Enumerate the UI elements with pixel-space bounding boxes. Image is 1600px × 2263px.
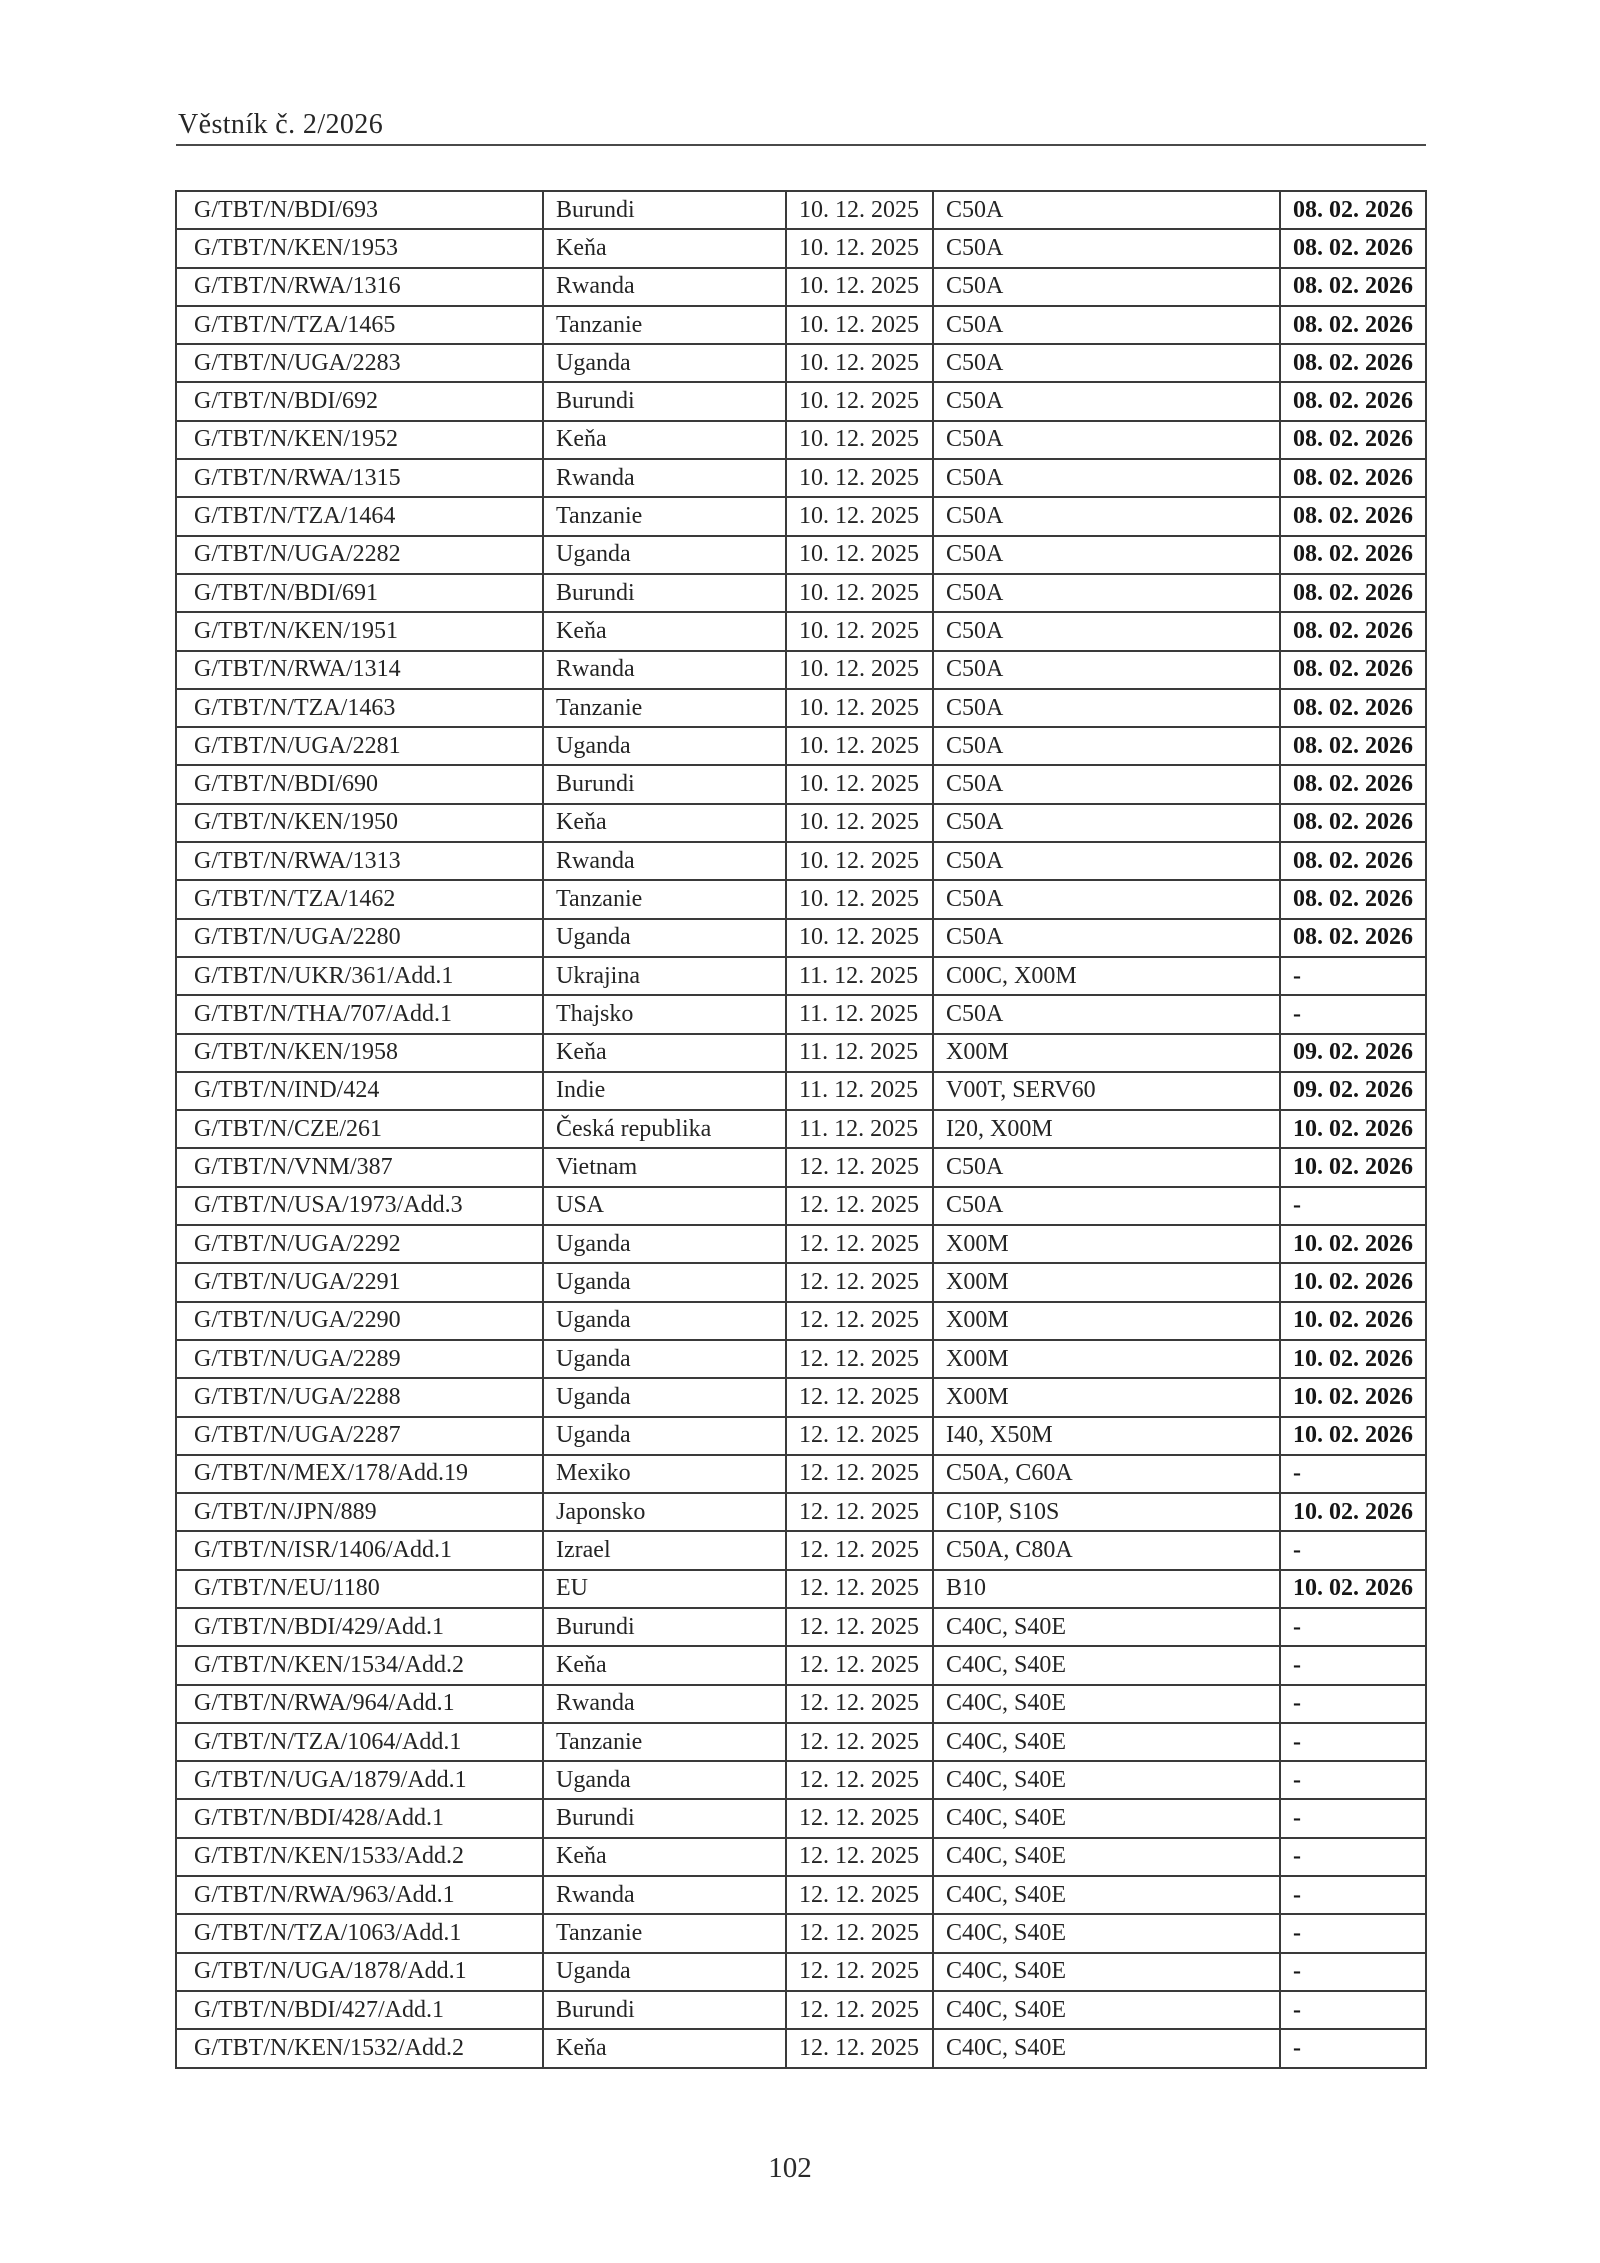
- codes-cell: V00T, SERV60: [933, 1072, 1280, 1110]
- table-row: [176, 1302, 1426, 1340]
- date-cell: 10. 12. 2025: [786, 574, 933, 612]
- date-cell: 10. 12. 2025: [786, 727, 933, 765]
- deadline-cell: 08. 02. 2026: [1280, 804, 1426, 842]
- table-row: [176, 1799, 1426, 1837]
- date-cell: 12. 12. 2025: [786, 1225, 933, 1263]
- deadline-cell: 08. 02. 2026: [1280, 421, 1426, 459]
- date-cell: 12. 12. 2025: [786, 1876, 933, 1914]
- date-cell: 10. 12. 2025: [786, 421, 933, 459]
- date-cell: 10. 12. 2025: [786, 536, 933, 574]
- notification-cell: G/TBT/N/TZA/1464: [176, 497, 543, 535]
- table-row: [176, 1378, 1426, 1416]
- notification-cell: G/TBT/N/TZA/1063/Add.1: [176, 1914, 543, 1952]
- deadline-cell: 10. 02. 2026: [1280, 1493, 1426, 1531]
- deadline-cell: -: [1280, 1723, 1426, 1761]
- country-cell: Keňa: [543, 1646, 786, 1684]
- table-row: [176, 880, 1426, 918]
- date-cell: 10. 12. 2025: [786, 344, 933, 382]
- date-cell: 12. 12. 2025: [786, 1723, 933, 1761]
- table-row: [176, 957, 1426, 995]
- country-cell: Česká republika: [543, 1110, 786, 1148]
- deadline-cell: -: [1280, 1187, 1426, 1225]
- deadline-cell: 08. 02. 2026: [1280, 880, 1426, 918]
- deadline-cell: 08. 02. 2026: [1280, 536, 1426, 574]
- date-cell: 10. 12. 2025: [786, 651, 933, 689]
- deadline-cell: -: [1280, 1761, 1426, 1799]
- date-cell: 10. 12. 2025: [786, 306, 933, 344]
- notification-cell: G/TBT/N/BDI/427/Add.1: [176, 1991, 543, 2029]
- codes-cell: C40C, S40E: [933, 2029, 1280, 2067]
- date-cell: 12. 12. 2025: [786, 1799, 933, 1837]
- deadline-cell: -: [1280, 1608, 1426, 1646]
- deadline-cell: 08. 02. 2026: [1280, 268, 1426, 306]
- date-cell: 12. 12. 2025: [786, 1187, 933, 1225]
- date-cell: 12. 12. 2025: [786, 1455, 933, 1493]
- date-cell: 12. 12. 2025: [786, 1493, 933, 1531]
- deadline-cell: 10. 02. 2026: [1280, 1570, 1426, 1608]
- codes-cell: C50A: [933, 842, 1280, 880]
- notification-cell: G/TBT/N/UGA/2292: [176, 1225, 543, 1263]
- date-cell: 12. 12. 2025: [786, 1378, 933, 1416]
- table-row: [176, 1110, 1426, 1148]
- table-row: [176, 306, 1426, 344]
- codes-cell: I20, X00M: [933, 1110, 1280, 1148]
- codes-cell: C50A: [933, 612, 1280, 650]
- deadline-cell: 10. 02. 2026: [1280, 1340, 1426, 1378]
- table-row: [176, 919, 1426, 957]
- notification-cell: G/TBT/N/THA/707/Add.1: [176, 995, 543, 1033]
- deadline-cell: -: [1280, 995, 1426, 1033]
- page-number: 102: [768, 2152, 812, 2184]
- deadline-cell: 08. 02. 2026: [1280, 612, 1426, 650]
- notification-cell: G/TBT/N/USA/1973/Add.3: [176, 1187, 543, 1225]
- notification-cell: G/TBT/N/UGA/2289: [176, 1340, 543, 1378]
- country-cell: Indie: [543, 1072, 786, 1110]
- table-row: [176, 1493, 1426, 1531]
- date-cell: 10. 12. 2025: [786, 382, 933, 420]
- codes-cell: C50A: [933, 919, 1280, 957]
- deadline-cell: -: [1280, 1991, 1426, 2029]
- deadline-cell: 10. 02. 2026: [1280, 1417, 1426, 1455]
- country-cell: Rwanda: [543, 459, 786, 497]
- country-cell: Rwanda: [543, 1876, 786, 1914]
- date-cell: 12. 12. 2025: [786, 1953, 933, 1991]
- date-cell: 11. 12. 2025: [786, 1072, 933, 1110]
- notification-cell: G/TBT/N/KEN/1958: [176, 1034, 543, 1072]
- date-cell: 12. 12. 2025: [786, 1914, 933, 1952]
- notification-cell: G/TBT/N/RWA/1314: [176, 651, 543, 689]
- country-cell: Burundi: [543, 1991, 786, 2029]
- notification-cell: G/TBT/N/UGA/2288: [176, 1378, 543, 1416]
- notification-cell: G/TBT/N/BDI/429/Add.1: [176, 1608, 543, 1646]
- table-row: [176, 612, 1426, 650]
- codes-cell: X00M: [933, 1340, 1280, 1378]
- date-cell: 12. 12. 2025: [786, 1417, 933, 1455]
- notification-cell: G/TBT/N/UGA/2283: [176, 344, 543, 382]
- country-cell: Uganda: [543, 1953, 786, 1991]
- codes-cell: X00M: [933, 1263, 1280, 1301]
- codes-cell: C50A: [933, 497, 1280, 535]
- country-cell: Tanzanie: [543, 1914, 786, 1952]
- codes-cell: C40C, S40E: [933, 1608, 1280, 1646]
- date-cell: 11. 12. 2025: [786, 995, 933, 1033]
- country-cell: Rwanda: [543, 1685, 786, 1723]
- deadline-cell: 10. 02. 2026: [1280, 1110, 1426, 1148]
- table-row: [176, 995, 1426, 1033]
- notification-cell: G/TBT/N/TZA/1462: [176, 880, 543, 918]
- deadline-cell: 08. 02. 2026: [1280, 651, 1426, 689]
- codes-cell: C40C, S40E: [933, 1646, 1280, 1684]
- deadline-cell: 10. 02. 2026: [1280, 1263, 1426, 1301]
- codes-cell: C50A: [933, 1148, 1280, 1186]
- date-cell: 10. 12. 2025: [786, 689, 933, 727]
- country-cell: Burundi: [543, 574, 786, 612]
- country-cell: Uganda: [543, 1263, 786, 1301]
- date-cell: 10. 12. 2025: [786, 919, 933, 957]
- table-row: [176, 842, 1426, 880]
- country-cell: USA: [543, 1187, 786, 1225]
- date-cell: 12. 12. 2025: [786, 1991, 933, 2029]
- deadline-cell: -: [1280, 1953, 1426, 1991]
- country-cell: Uganda: [543, 1761, 786, 1799]
- date-cell: 10. 12. 2025: [786, 268, 933, 306]
- deadline-cell: -: [1280, 1876, 1426, 1914]
- codes-cell: C50A: [933, 689, 1280, 727]
- table-row: [176, 1685, 1426, 1723]
- country-cell: Keňa: [543, 421, 786, 459]
- country-cell: Tanzanie: [543, 1723, 786, 1761]
- notification-cell: G/TBT/N/BDI/692: [176, 382, 543, 420]
- notification-cell: G/TBT/N/BDI/428/Add.1: [176, 1799, 543, 1837]
- deadline-cell: 08. 02. 2026: [1280, 727, 1426, 765]
- date-cell: 10. 12. 2025: [786, 191, 933, 229]
- country-cell: Burundi: [543, 191, 786, 229]
- notification-cell: G/TBT/N/RWA/1313: [176, 842, 543, 880]
- table-row: [176, 727, 1426, 765]
- codes-cell: C40C, S40E: [933, 1838, 1280, 1876]
- notification-cell: G/TBT/N/KEN/1533/Add.2: [176, 1838, 543, 1876]
- notification-cell: G/TBT/N/UGA/2290: [176, 1302, 543, 1340]
- country-cell: Uganda: [543, 536, 786, 574]
- table-row: [176, 1991, 1426, 2029]
- notification-cell: G/TBT/N/TZA/1064/Add.1: [176, 1723, 543, 1761]
- country-cell: Rwanda: [543, 651, 786, 689]
- table-row: [176, 1531, 1426, 1569]
- notifications-table: [175, 190, 1427, 2069]
- date-cell: 12. 12. 2025: [786, 1608, 933, 1646]
- codes-cell: C50A: [933, 306, 1280, 344]
- notification-cell: G/TBT/N/TZA/1463: [176, 689, 543, 727]
- deadline-cell: 09. 02. 2026: [1280, 1034, 1426, 1072]
- deadline-cell: 08. 02. 2026: [1280, 344, 1426, 382]
- codes-cell: C50A: [933, 421, 1280, 459]
- table-row: [176, 689, 1426, 727]
- date-cell: 10. 12. 2025: [786, 804, 933, 842]
- notification-cell: G/TBT/N/BDI/693: [176, 191, 543, 229]
- date-cell: 10. 12. 2025: [786, 880, 933, 918]
- codes-cell: C50A: [933, 229, 1280, 267]
- deadline-cell: 08. 02. 2026: [1280, 497, 1426, 535]
- notification-cell: G/TBT/N/UKR/361/Add.1: [176, 957, 543, 995]
- deadline-cell: 08. 02. 2026: [1280, 459, 1426, 497]
- country-cell: Keňa: [543, 1838, 786, 1876]
- notification-cell: G/TBT/N/RWA/1316: [176, 268, 543, 306]
- codes-cell: C40C, S40E: [933, 1953, 1280, 1991]
- country-cell: Uganda: [543, 1302, 786, 1340]
- deadline-cell: -: [1280, 2029, 1426, 2067]
- deadline-cell: -: [1280, 1914, 1426, 1952]
- date-cell: 11. 12. 2025: [786, 1034, 933, 1072]
- codes-cell: C50A: [933, 382, 1280, 420]
- codes-cell: C50A: [933, 268, 1280, 306]
- notification-cell: G/TBT/N/UGA/2281: [176, 727, 543, 765]
- country-cell: Rwanda: [543, 268, 786, 306]
- codes-cell: X00M: [933, 1302, 1280, 1340]
- table-row: [176, 804, 1426, 842]
- deadline-cell: 08. 02. 2026: [1280, 382, 1426, 420]
- notification-cell: G/TBT/N/RWA/964/Add.1: [176, 1685, 543, 1723]
- date-cell: 10. 12. 2025: [786, 612, 933, 650]
- country-cell: Uganda: [543, 1225, 786, 1263]
- notification-cell: G/TBT/N/EU/1180: [176, 1570, 543, 1608]
- deadline-cell: -: [1280, 1838, 1426, 1876]
- deadline-cell: -: [1280, 1455, 1426, 1493]
- country-cell: EU: [543, 1570, 786, 1608]
- country-cell: Uganda: [543, 1378, 786, 1416]
- country-cell: Uganda: [543, 344, 786, 382]
- date-cell: 12. 12. 2025: [786, 1685, 933, 1723]
- date-cell: 12. 12. 2025: [786, 1148, 933, 1186]
- table-row: [176, 1034, 1426, 1072]
- deadline-cell: 10. 02. 2026: [1280, 1148, 1426, 1186]
- table-row: [176, 651, 1426, 689]
- country-cell: Vietnam: [543, 1148, 786, 1186]
- codes-cell: C50A: [933, 765, 1280, 803]
- date-cell: 11. 12. 2025: [786, 957, 933, 995]
- country-cell: Keňa: [543, 229, 786, 267]
- notification-cell: G/TBT/N/CZE/261: [176, 1110, 543, 1148]
- date-cell: 12. 12. 2025: [786, 1838, 933, 1876]
- country-cell: Japonsko: [543, 1493, 786, 1531]
- table-row: [176, 1340, 1426, 1378]
- notification-cell: G/TBT/N/RWA/1315: [176, 459, 543, 497]
- notification-cell: G/TBT/N/UGA/2280: [176, 919, 543, 957]
- table-row: [176, 1761, 1426, 1799]
- codes-cell: B10: [933, 1570, 1280, 1608]
- deadline-cell: -: [1280, 957, 1426, 995]
- codes-cell: C50A: [933, 344, 1280, 382]
- notification-cell: G/TBT/N/MEX/178/Add.19: [176, 1455, 543, 1493]
- date-cell: 12. 12. 2025: [786, 1340, 933, 1378]
- table-row: [176, 268, 1426, 306]
- table-row: [176, 421, 1426, 459]
- table-row: [176, 1608, 1426, 1646]
- country-cell: Tanzanie: [543, 689, 786, 727]
- codes-cell: X00M: [933, 1225, 1280, 1263]
- table-row: [176, 1148, 1426, 1186]
- country-cell: Uganda: [543, 727, 786, 765]
- table-row: [176, 1838, 1426, 1876]
- country-cell: Mexiko: [543, 1455, 786, 1493]
- codes-cell: C50A, C60A: [933, 1455, 1280, 1493]
- notification-cell: G/TBT/N/UGA/2287: [176, 1417, 543, 1455]
- notification-cell: G/TBT/N/TZA/1465: [176, 306, 543, 344]
- codes-cell: C50A: [933, 459, 1280, 497]
- country-cell: Keňa: [543, 1034, 786, 1072]
- codes-cell: C50A: [933, 995, 1280, 1033]
- table-row: [176, 1417, 1426, 1455]
- country-cell: Burundi: [543, 765, 786, 803]
- deadline-cell: 08. 02. 2026: [1280, 842, 1426, 880]
- deadline-cell: -: [1280, 1646, 1426, 1684]
- country-cell: Burundi: [543, 382, 786, 420]
- table-row: [176, 1570, 1426, 1608]
- notification-cell: G/TBT/N/VNM/387: [176, 1148, 543, 1186]
- date-cell: 12. 12. 2025: [786, 1646, 933, 1684]
- date-cell: 12. 12. 2025: [786, 1302, 933, 1340]
- country-cell: Rwanda: [543, 842, 786, 880]
- codes-cell: C40C, S40E: [933, 1723, 1280, 1761]
- date-cell: 11. 12. 2025: [786, 1110, 933, 1148]
- date-cell: 12. 12. 2025: [786, 2029, 933, 2067]
- country-cell: Tanzanie: [543, 306, 786, 344]
- codes-cell: C50A: [933, 574, 1280, 612]
- deadline-cell: 08. 02. 2026: [1280, 191, 1426, 229]
- page-header-title: Věstník č. 2/2026: [178, 109, 384, 140]
- codes-cell: C40C, S40E: [933, 1799, 1280, 1837]
- table-row: [176, 191, 1426, 229]
- notification-cell: G/TBT/N/ISR/1406/Add.1: [176, 1531, 543, 1569]
- codes-cell: C50A: [933, 727, 1280, 765]
- country-cell: Uganda: [543, 1340, 786, 1378]
- country-cell: Keňa: [543, 612, 786, 650]
- notification-cell: G/TBT/N/UGA/1879/Add.1: [176, 1761, 543, 1799]
- deadline-cell: 10. 02. 2026: [1280, 1225, 1426, 1263]
- date-cell: 10. 12. 2025: [786, 497, 933, 535]
- codes-cell: X00M: [933, 1034, 1280, 1072]
- notification-cell: G/TBT/N/JPN/889: [176, 1493, 543, 1531]
- header-rule: [176, 144, 1426, 146]
- country-cell: Uganda: [543, 1417, 786, 1455]
- codes-cell: C50A: [933, 880, 1280, 918]
- codes-cell: X00M: [933, 1378, 1280, 1416]
- deadline-cell: -: [1280, 1799, 1426, 1837]
- table-row: [176, 497, 1426, 535]
- country-cell: Tanzanie: [543, 880, 786, 918]
- date-cell: 10. 12. 2025: [786, 765, 933, 803]
- country-cell: Izrael: [543, 1531, 786, 1569]
- table-row: [176, 1876, 1426, 1914]
- deadline-cell: 10. 02. 2026: [1280, 1378, 1426, 1416]
- codes-cell: C50A: [933, 191, 1280, 229]
- table-row: [176, 1723, 1426, 1761]
- notification-cell: G/TBT/N/KEN/1950: [176, 804, 543, 842]
- notification-cell: G/TBT/N/KEN/1953: [176, 229, 543, 267]
- codes-cell: C40C, S40E: [933, 1685, 1280, 1723]
- deadline-cell: 10. 02. 2026: [1280, 1302, 1426, 1340]
- notification-cell: G/TBT/N/UGA/1878/Add.1: [176, 1953, 543, 1991]
- notification-cell: G/TBT/N/KEN/1951: [176, 612, 543, 650]
- date-cell: 12. 12. 2025: [786, 1531, 933, 1569]
- deadline-cell: 08. 02. 2026: [1280, 574, 1426, 612]
- codes-cell: C40C, S40E: [933, 1914, 1280, 1952]
- codes-cell: C40C, S40E: [933, 1761, 1280, 1799]
- country-cell: Burundi: [543, 1799, 786, 1837]
- country-cell: Keňa: [543, 2029, 786, 2067]
- codes-cell: C50A: [933, 804, 1280, 842]
- table-row: [176, 382, 1426, 420]
- notification-cell: G/TBT/N/UGA/2291: [176, 1263, 543, 1301]
- codes-cell: C00C, X00M: [933, 957, 1280, 995]
- table-row: [176, 1455, 1426, 1493]
- table-row: [176, 1263, 1426, 1301]
- table-row: [176, 1646, 1426, 1684]
- country-cell: Tanzanie: [543, 497, 786, 535]
- deadline-cell: 08. 02. 2026: [1280, 229, 1426, 267]
- country-cell: Keňa: [543, 804, 786, 842]
- country-cell: Burundi: [543, 1608, 786, 1646]
- table-row: [176, 1072, 1426, 1110]
- table-row: [176, 1953, 1426, 1991]
- country-cell: Ukrajina: [543, 957, 786, 995]
- codes-cell: C50A: [933, 1187, 1280, 1225]
- date-cell: 12. 12. 2025: [786, 1570, 933, 1608]
- country-cell: Uganda: [543, 919, 786, 957]
- deadline-cell: -: [1280, 1685, 1426, 1723]
- notification-cell: G/TBT/N/KEN/1532/Add.2: [176, 2029, 543, 2067]
- table-row: [176, 574, 1426, 612]
- codes-cell: C50A: [933, 536, 1280, 574]
- codes-cell: I40, X50M: [933, 1417, 1280, 1455]
- table-row: [176, 536, 1426, 574]
- table-row: [176, 765, 1426, 803]
- codes-cell: C50A: [933, 651, 1280, 689]
- date-cell: 12. 12. 2025: [786, 1263, 933, 1301]
- table-row: [176, 1187, 1426, 1225]
- deadline-cell: 09. 02. 2026: [1280, 1072, 1426, 1110]
- table-row: [176, 1914, 1426, 1952]
- codes-cell: C50A, C80A: [933, 1531, 1280, 1569]
- deadline-cell: 08. 02. 2026: [1280, 306, 1426, 344]
- notification-cell: G/TBT/N/BDI/691: [176, 574, 543, 612]
- table-row: [176, 1225, 1426, 1263]
- notification-cell: G/TBT/N/KEN/1534/Add.2: [176, 1646, 543, 1684]
- notification-cell: G/TBT/N/KEN/1952: [176, 421, 543, 459]
- codes-cell: C40C, S40E: [933, 1991, 1280, 2029]
- date-cell: 10. 12. 2025: [786, 459, 933, 497]
- notification-cell: G/TBT/N/RWA/963/Add.1: [176, 1876, 543, 1914]
- country-cell: Thajsko: [543, 995, 786, 1033]
- table-row: [176, 2029, 1426, 2067]
- table-row: [176, 459, 1426, 497]
- notification-cell: G/TBT/N/BDI/690: [176, 765, 543, 803]
- notification-cell: G/TBT/N/IND/424: [176, 1072, 543, 1110]
- codes-cell: C40C, S40E: [933, 1876, 1280, 1914]
- table-row: [176, 344, 1426, 382]
- deadline-cell: 08. 02. 2026: [1280, 765, 1426, 803]
- deadline-cell: 08. 02. 2026: [1280, 919, 1426, 957]
- date-cell: 12. 12. 2025: [786, 1761, 933, 1799]
- table-row: [176, 229, 1426, 267]
- deadline-cell: -: [1280, 1531, 1426, 1569]
- date-cell: 10. 12. 2025: [786, 842, 933, 880]
- notification-cell: G/TBT/N/UGA/2282: [176, 536, 543, 574]
- codes-cell: C10P, S10S: [933, 1493, 1280, 1531]
- deadline-cell: 08. 02. 2026: [1280, 689, 1426, 727]
- date-cell: 10. 12. 2025: [786, 229, 933, 267]
